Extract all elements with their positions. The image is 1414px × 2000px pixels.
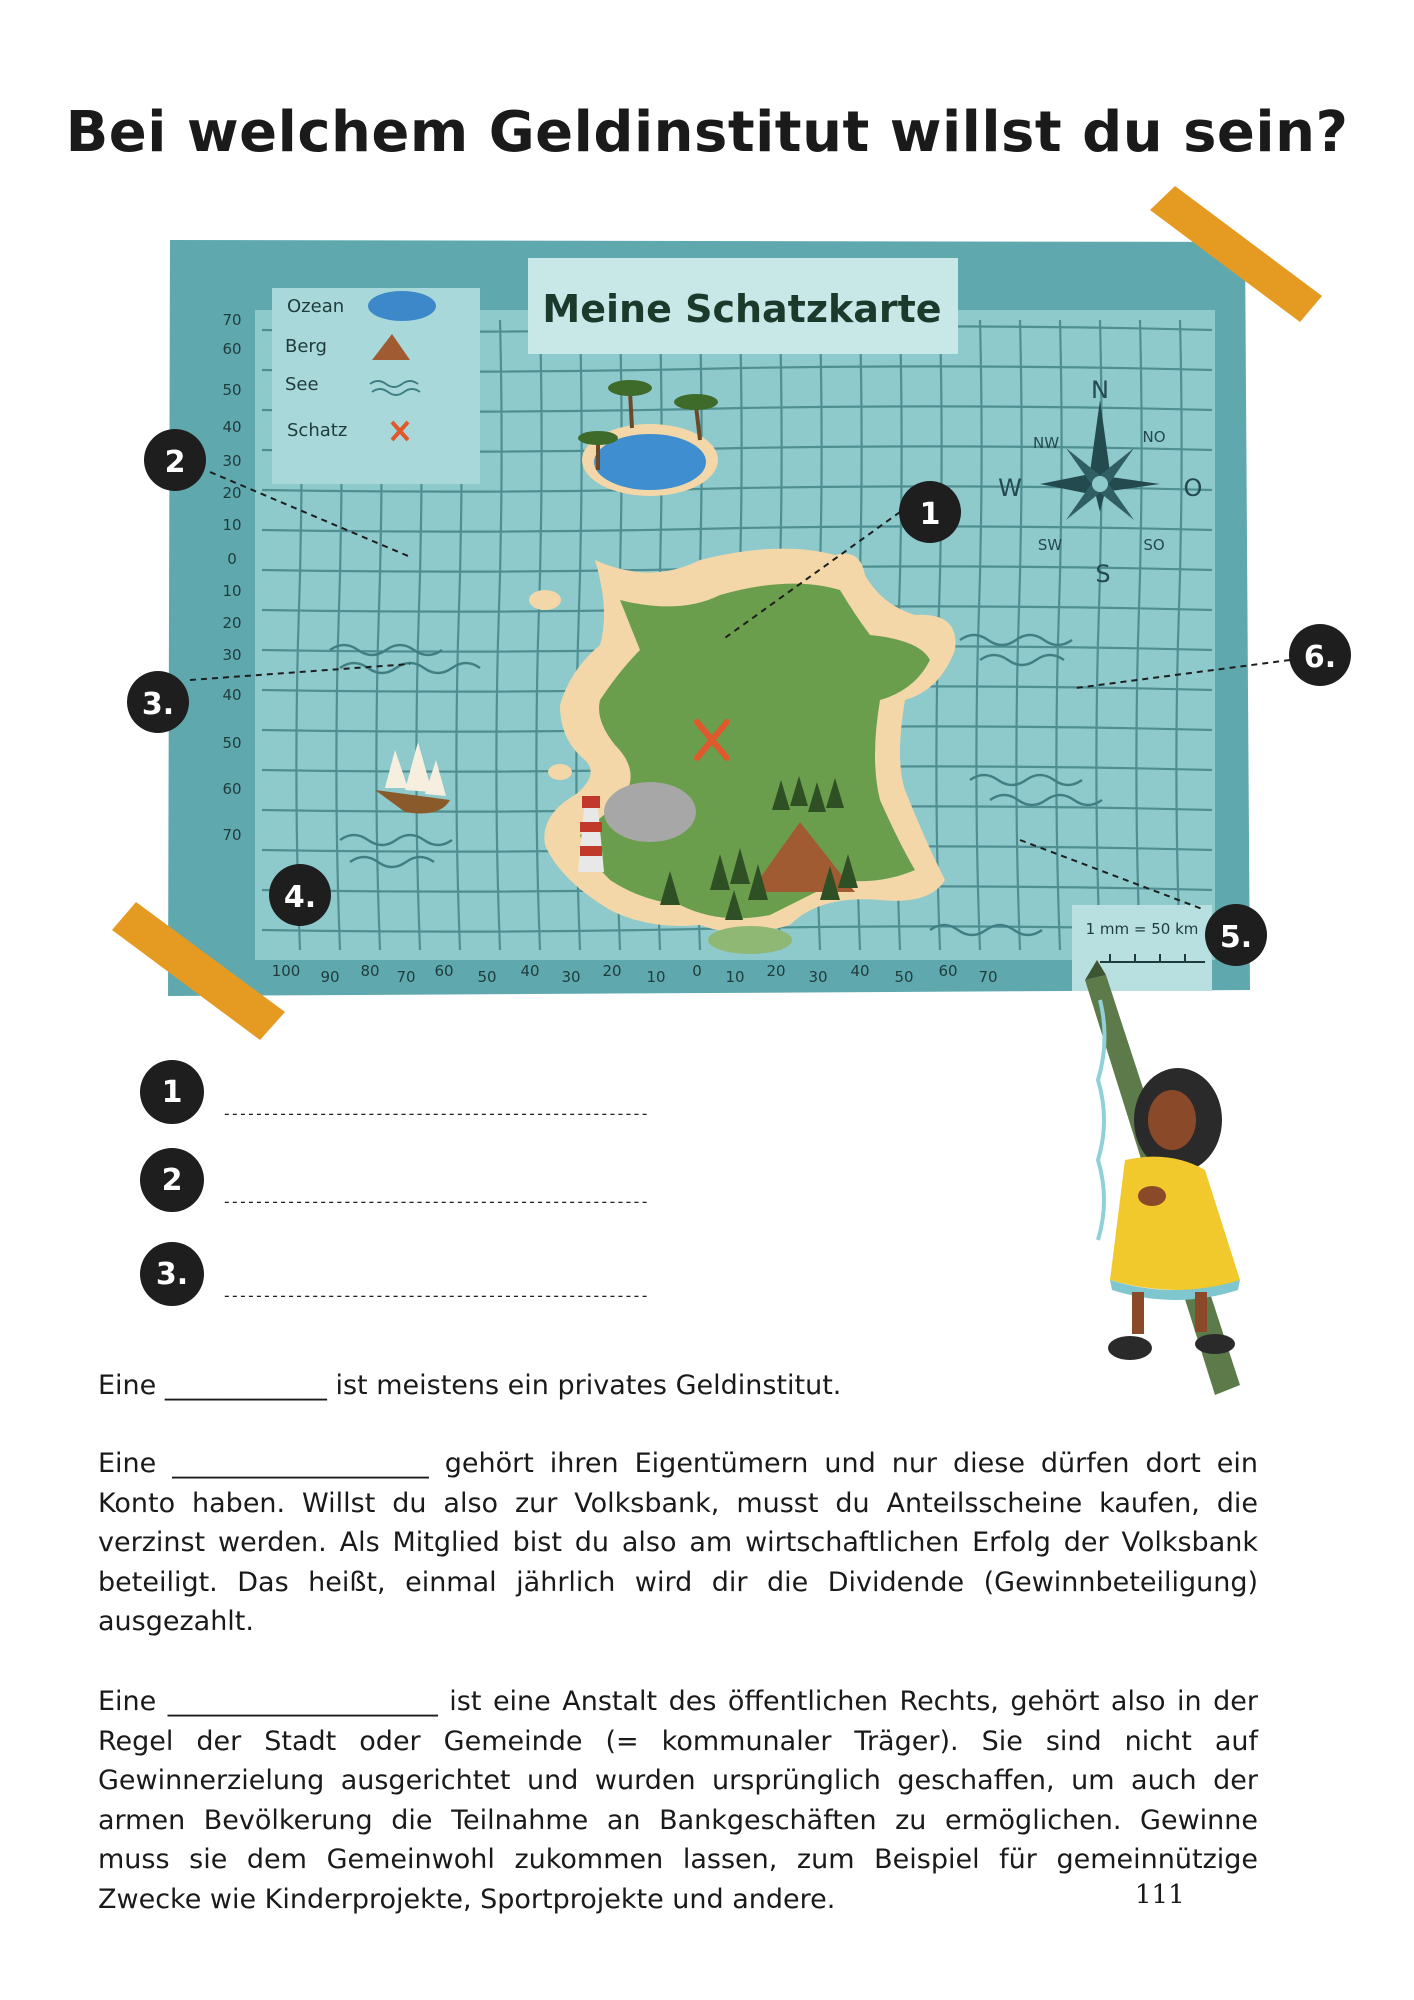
answer-number-badge: 2 xyxy=(140,1148,204,1212)
marker-2 xyxy=(144,429,206,491)
compass-no: NO xyxy=(1142,428,1166,446)
x-axis-tick-label: 30 xyxy=(808,968,828,986)
fill-in-blank[interactable]: ___________________ xyxy=(172,1448,429,1479)
x-axis-tick-label: 90 xyxy=(320,968,340,986)
para-text: ist eine Anstalt des öffentlichen Rechts, gehört also in der Regel der Stadt oder Gemeinde (= kommunaler Träger). Sie sind nicht auf Gewinnerzielung ausgerichtet und wurden ursprünglich geschaffen, um auch der armen Bevölkerung die Teilnahme an Bankgeschäften zu ermöglichen. Gewinne muss sie dem Gemeinwohl zukommen lassen, zum Beispiel für gemeinnützige Zwecke wie Kinderprojekte, Sportprojekte und andere. xyxy=(98,1686,1258,1915)
rocks xyxy=(604,782,696,842)
x-axis-tick-label: 10 xyxy=(725,968,745,986)
y-axis-tick-label: 50 xyxy=(222,734,242,752)
y-axis-tick-label: 40 xyxy=(222,686,242,704)
paragraph-private-bank xyxy=(98,1366,1258,1406)
marker-6-label: 6. xyxy=(1303,640,1337,675)
para-start: Eine xyxy=(98,1370,157,1401)
x-axis-tick-label: 60 xyxy=(938,962,958,980)
y-axis-tick-label: 30 xyxy=(222,646,242,664)
marker-1 xyxy=(899,481,961,543)
answer-line[interactable]: ----------------------------------------------------- xyxy=(222,1286,648,1305)
x-axis-tick-label: 50 xyxy=(477,968,497,986)
y-axis-tick-label: 40 xyxy=(222,418,242,436)
compass-so: SO xyxy=(1143,536,1165,554)
fill-in-blank[interactable]: ____________ xyxy=(164,1370,327,1401)
para-start: Eine xyxy=(98,1686,157,1717)
y-axis-tick-label: 20 xyxy=(222,614,242,632)
x-axis-tick-label: 70 xyxy=(978,968,998,986)
y-axis-tick-label: 70 xyxy=(222,311,242,329)
x-axis-tick-label: 70 xyxy=(396,968,416,986)
marker-2-label: 2 xyxy=(164,445,186,480)
compass-o: O xyxy=(1183,474,1203,502)
scale-label: 1 mm = 50 km xyxy=(1085,920,1199,938)
compass-sw: SW xyxy=(1037,536,1063,554)
islet xyxy=(529,590,561,610)
marker-3 xyxy=(127,671,189,733)
islet xyxy=(548,764,572,780)
ocean-icon xyxy=(368,291,436,321)
x-axis-tick-label: 20 xyxy=(602,962,622,980)
answer-row-3 xyxy=(140,1242,680,1312)
y-axis-tick-label: 30 xyxy=(222,452,242,470)
x-axis-tick-label: 60 xyxy=(434,962,454,980)
x-axis-tick-label: 40 xyxy=(850,962,870,980)
x-axis-tick-label: 0 xyxy=(692,962,702,980)
compass-nw: NW xyxy=(1032,434,1060,452)
marker-4-label: 4. xyxy=(283,880,317,915)
meadow xyxy=(708,926,792,954)
answer-row-1 xyxy=(140,1060,680,1130)
compass-s: S xyxy=(1095,560,1111,588)
legend-label-ocean: Ozean xyxy=(287,296,345,317)
y-axis-tick-label: 60 xyxy=(222,340,242,358)
page-number: 111 xyxy=(1135,1880,1185,1910)
compass-w: W xyxy=(998,474,1022,502)
x-axis-tick-label: 20 xyxy=(766,962,786,980)
x-axis-tick-label: 40 xyxy=(520,962,540,980)
legend-label-treasure: Schatz xyxy=(287,420,348,441)
x-axis-tick-label: 80 xyxy=(360,962,380,980)
marker-6 xyxy=(1289,624,1351,686)
marker-5-label: 5. xyxy=(1219,920,1253,955)
para-text: ist meistens ein privates Geldinstitut. xyxy=(335,1370,842,1401)
page-title: Bei welchem Geldinstitut willst du sein? xyxy=(65,100,1349,165)
x-axis-tick-label: 100 xyxy=(271,962,301,980)
girl-with-pencil-illustration xyxy=(1085,960,1240,1395)
marker-3-label: 3. xyxy=(141,687,175,722)
x-axis-tick-label: 50 xyxy=(894,968,914,986)
y-axis-tick-label: 70 xyxy=(222,826,242,844)
y-axis-tick-label: 50 xyxy=(222,381,242,399)
x-axis-tick-label: 10 xyxy=(646,968,666,986)
answer-row-2 xyxy=(140,1148,680,1218)
compass-n: N xyxy=(1091,376,1109,404)
y-axis-tick-label: 60 xyxy=(222,780,242,798)
y-axis-tick-label: 0 xyxy=(227,550,237,568)
answer-line[interactable]: ----------------------------------------------------- xyxy=(222,1192,648,1211)
marker-4 xyxy=(269,864,331,926)
fill-in-blank[interactable]: ____________________ xyxy=(167,1686,438,1717)
para-text: gehört ihren Eigentümern und nur diese dürfen dort ein Konto haben. Willst du also zur Volksbank, musst du Anteilsscheine kaufen, die verzinst werden. Als Mitglied bist du also am wirtschaftlichen Erfolg der Volksbank beteiligt. Das heißt, einmal jährlich wird dir die Dividende (Gewinnbeteiligung) ausgezahlt. xyxy=(98,1448,1258,1637)
marker-5 xyxy=(1205,904,1267,966)
para-start: Eine xyxy=(98,1448,157,1479)
legend-label-lake: See xyxy=(285,374,319,395)
x-axis-tick-label: 30 xyxy=(561,968,581,986)
answer-number-badge: 1 xyxy=(140,1060,204,1124)
answer-number-badge: 3. xyxy=(140,1242,204,1306)
y-axis-tick-label: 20 xyxy=(222,484,242,502)
legend-label-mountain: Berg xyxy=(285,336,327,357)
answer-line[interactable]: ----------------------------------------------------- xyxy=(222,1104,648,1123)
y-axis-tick-label: 10 xyxy=(222,516,242,534)
paragraph-cooperative-bank xyxy=(98,1444,1258,1642)
paragraph-savings-bank xyxy=(98,1682,1258,1919)
map-title: Meine Schatzkarte xyxy=(542,287,942,331)
y-axis-tick-label: 10 xyxy=(222,582,242,600)
marker-1-label: 1 xyxy=(919,497,941,532)
